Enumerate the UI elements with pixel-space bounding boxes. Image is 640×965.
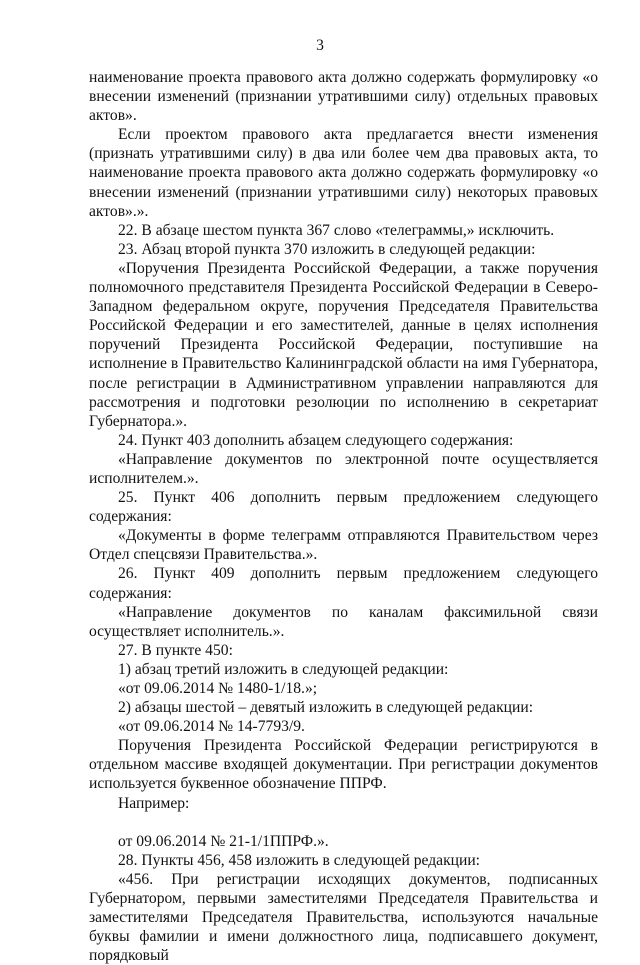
paragraph-9: «Документы в форме телеграмм отправляются Правительством через Отдел спецсвязи Правительства.». — [89, 527, 598, 564]
paragraph-8: 25. Пункт 406 дополнить первым предложением следующего содержания: — [89, 489, 598, 526]
paragraph-10: 26. Пункт 409 дополнить первым предложением следующего содержания: — [89, 565, 598, 602]
paragraph-19: от 09.06.2014 № 21-1/1ППРФ.». — [118, 832, 329, 850]
paragraph-13: 1) абзац третий изложить в следующей редакции: — [118, 660, 449, 678]
paragraph-21: «456. При регистрации исходящих документов, подписанных Губернатором, первыми заместителями Председателя Правительства и заместителями Председателя Правительства, используются начальные буквы фамилии и имени должностного лица, подписавшего документ, порядковый — [89, 870, 598, 965]
paragraph-1: наименование проекта правового акта должно содержать формулировку «о внесении изменений (признании утратившими силу) отдельных правовых актов». — [89, 69, 598, 125]
paragraph-18: Например: — [118, 794, 190, 812]
paragraph-20: 28. Пункты 456, 458 изложить в следующей редакции: — [118, 851, 481, 869]
paragraph-14: «от 09.06.2014 № 1480-1/18.»; — [118, 680, 318, 697]
document-body — [89, 68, 598, 965]
paragraph-6: 24. Пункт 403 дополнить абзацем следующего содержания: — [118, 431, 514, 449]
page-number: 3 — [316, 37, 324, 54]
paragraph-17: Поручения Президента Российской Федерации регистрируются в отдельном массиве входящей документации. При регистрации документов используется буквенное обозначение ППРФ. — [89, 737, 598, 793]
paragraph-16: «от 09.06.2014 № 14-7793/9. — [118, 718, 305, 736]
paragraph-15: 2) абзацы шестой – девятый изложить в следующей редакции: — [118, 699, 534, 717]
paragraph-5: «Поручения Президента Российской Федерации, а также поручения полномочного представителя Президента Российской Федерации в Северо-Западном федеральном округе, поручения Председателя Правительства Российской Федерации и его заместителей, данные в целях исполнения поручений Президента Российской Федерации, поступившие на исполнение в Правительство Калининградской области на имя Губернатора, после регистрации в Административном управлении направляются для рассмотрения и подготовки резолюции по исполнению в секретариат Губернатора.». — [89, 259, 598, 430]
paragraph-3: 22. В абзаце шестом пункта 367 слово «телеграммы,» исключить. — [118, 221, 555, 239]
paragraph-7: «Направление документов по электронной почте осуществляется исполнителем.». — [89, 450, 598, 487]
paragraph-11: «Направление документов по каналам факсимильной связи осуществляет исполнитель.». — [89, 603, 598, 640]
paragraph-2: Если проектом правового акта предлагается внести изменения (признать утратившими силу) в два или более чем два правовых акта, то наименование проекта правового акта должно содержать формулировку «о внесении изменений (признании утратившими силу) некоторых правовых актов».». — [89, 126, 598, 220]
paragraph-4: 23. Абзац второй пункта 370 изложить в следующей редакции: — [118, 240, 536, 258]
paragraph-12: 27. В пункте 450: — [118, 641, 233, 659]
